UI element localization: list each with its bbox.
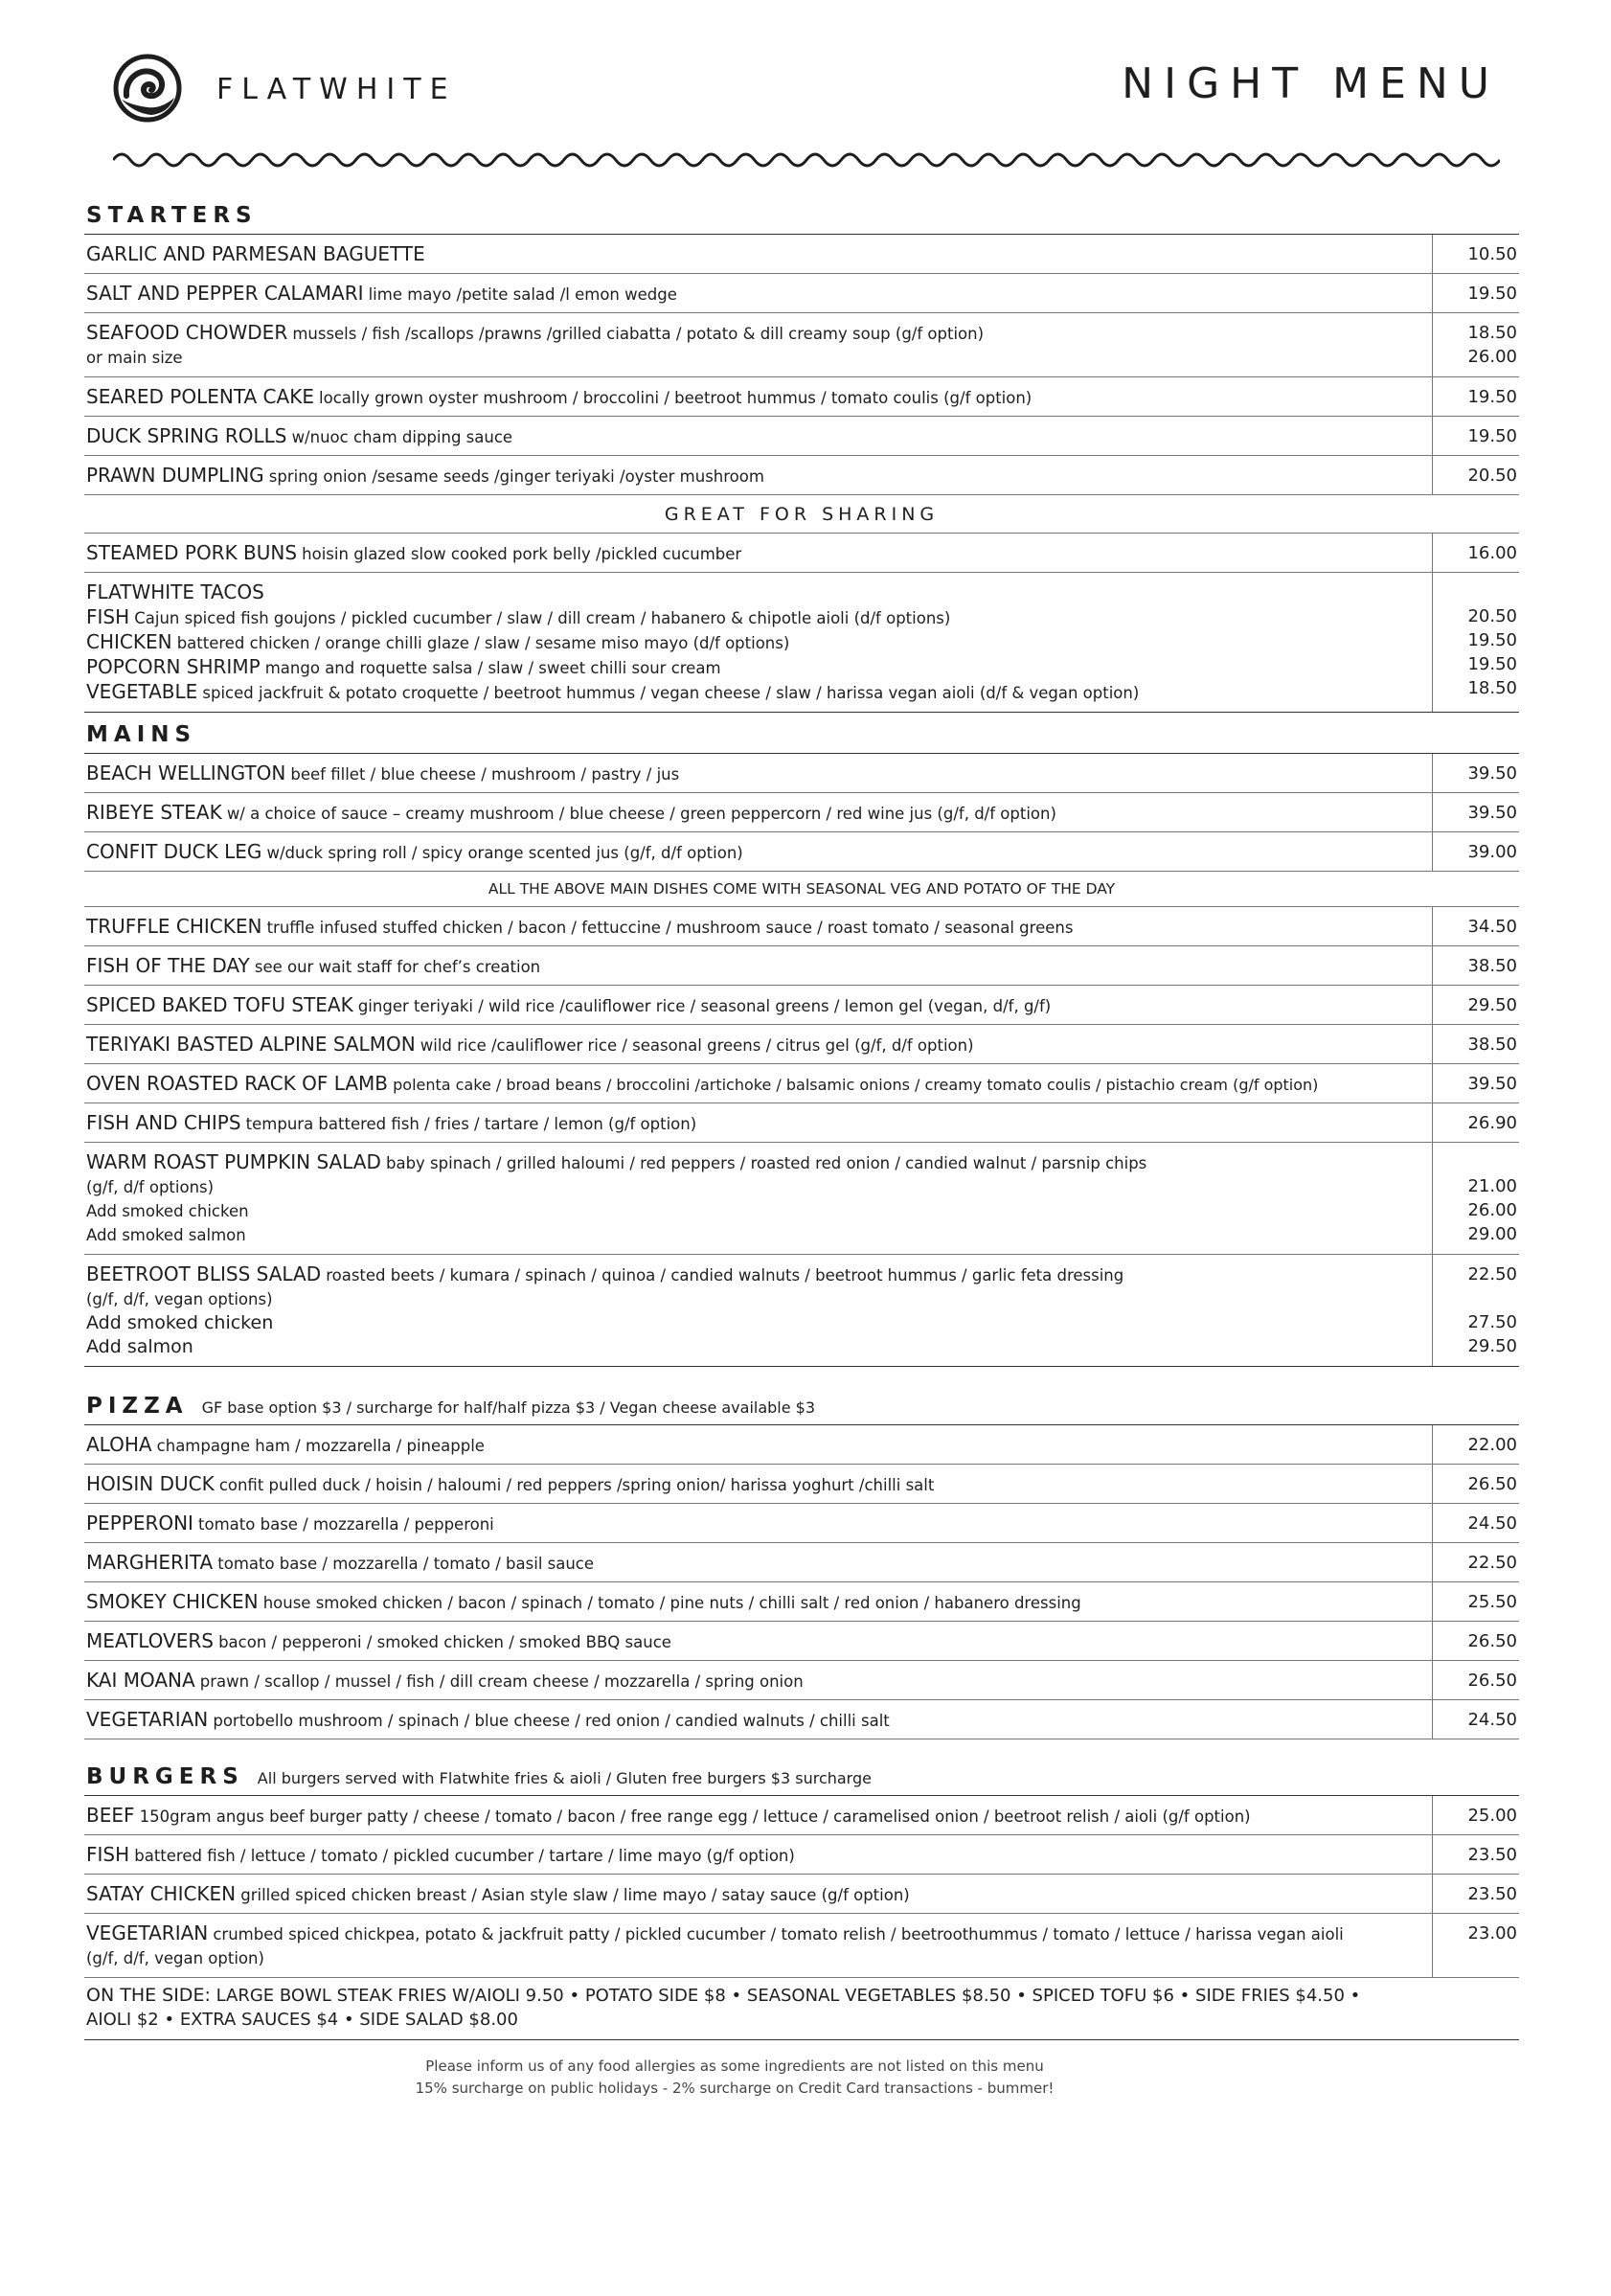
tacos-title: FLATWHITE TACOS: [86, 580, 264, 603]
item-description: tomato base / mozzarella / tomato / basil sauce: [217, 1555, 595, 1573]
item-price: 22.00: [1467, 1435, 1517, 1455]
item-name: RIBEYE STEAK: [86, 801, 222, 824]
item-name: OVEN ROASTED RACK OF LAMB: [86, 1072, 389, 1095]
taco-description: Cajun spiced fish goujons / pickled cucumber / slaw / dill cream / habanero & chipotle aioli (d/f options): [134, 609, 951, 627]
item-description: 150gram angus beef burger patty / cheese / tomato / bacon / free range egg / lettuce / caramelised onion / beetroot relish / aioli (g/f option): [139, 1807, 1251, 1826]
item-description: wild rice /cauliflower rice / seasonal greens / citrus gel (g/f, d/f option): [420, 1036, 974, 1055]
item-price: 39.50: [1467, 763, 1517, 784]
menu-item-row: [84, 313, 1519, 377]
menu-item-row: [84, 1582, 1519, 1622]
item-price: 23.50: [1467, 1845, 1517, 1865]
item-price: 19.50: [1467, 284, 1517, 304]
menu-item-row: [84, 1661, 1519, 1700]
add-on-price: 27.50: [1467, 1312, 1517, 1332]
section-title: BURGERS: [86, 1764, 244, 1789]
item-description: portobello mushroom / spinach / blue cheese / red onion / candied walnuts / chilli salt: [213, 1712, 890, 1730]
item-description: hoisin glazed slow cooked pork belly /pickled cucumber: [302, 545, 742, 563]
item-price: 16.00: [1467, 543, 1517, 563]
add-on-price: 29.50: [1467, 1336, 1517, 1356]
item-description: truffle infused stuffed chicken / bacon / fettuccine / mushroom sauce / roast tomato / seasonal greens: [266, 919, 1074, 937]
item-name: DUCK SPRING ROLLS: [86, 424, 287, 447]
item-price: 21.00: [1467, 1176, 1517, 1196]
menu-item-row: [84, 534, 1519, 573]
item-description: w/nuoc cham dipping sauce: [291, 428, 513, 446]
item-price: 22.50: [1467, 1553, 1517, 1573]
brand-name: FLATWHITE: [216, 73, 457, 106]
menu-item-row: [84, 793, 1519, 832]
section-header-mains: [84, 713, 1519, 754]
spiral-wave-logo-icon: [113, 54, 182, 123]
item-price: 23.50: [1467, 1884, 1517, 1904]
section-header-starters: [84, 203, 1519, 235]
item-name: SALT AND PEPPER CALAMARI: [86, 282, 364, 305]
add-on-label: Add smoked chicken: [86, 1312, 274, 1333]
taco-description: spiced jackfruit & potato croquette / beetroot hummus / vegan cheese / slaw / harissa vegan aioli (d/f & vegan option): [202, 684, 1140, 702]
section-header-pizza: [84, 1367, 1519, 1425]
item-name: CONFIT DUCK LEG: [86, 840, 262, 863]
menu-item-row: [84, 1255, 1519, 1367]
item-description: grilled spiced chicken breast / Asian style slaw / lime mayo / satay sauce (g/f option): [240, 1886, 910, 1904]
item-price: 18.50: [1467, 323, 1517, 343]
menu-item-row: [84, 946, 1519, 986]
add-on-label: Add smoked salmon: [86, 1226, 246, 1244]
item-price: 29.50: [1467, 995, 1517, 1015]
item-description: bacon / pepperoni / smoked chicken / smoked BBQ sauce: [218, 1633, 671, 1651]
taco-name: FISH: [86, 605, 130, 628]
menu-item-row: [84, 1064, 1519, 1103]
item-price: 19.50: [1467, 387, 1517, 407]
taco-description: battered chicken / orange chilli glaze / slaw / sesame miso mayo (d/f options): [176, 634, 790, 652]
item-description: see our wait staff for chef’s creation: [254, 958, 541, 976]
item-description: lime mayo /petite salad /l emon wedge: [368, 285, 677, 304]
item-name: STEAMED PORK BUNS: [86, 541, 298, 564]
item-description: battered fish / lettuce / tomato / pickled cucumber / tartare / lime mayo (g/f option): [134, 1847, 795, 1865]
header: [113, 54, 1500, 121]
item-price: 20.50: [1467, 466, 1517, 486]
item-name: FISH: [86, 1843, 130, 1866]
section-note: GF base option $3 / surcharge for half/half pizza $3 / Vegan cheese available $3: [201, 1398, 816, 1417]
item-name: SPICED BAKED TOFU STEAK: [86, 993, 353, 1016]
item-price: 10.50: [1467, 244, 1517, 264]
item-name: TRUFFLE CHICKEN: [86, 915, 262, 938]
menu-item-row: [84, 1914, 1519, 1978]
add-on-label: Add smoked chicken: [86, 1202, 249, 1220]
sides-line: LARGE BOWL STEAK FRIES W/AIOLI 9.50 • POTATO SIDE $8 • SEASONAL VEGETABLES $8.50 • SPICED TOFU $6 • SIDE FRIES $4.50 •: [216, 1986, 1361, 2006]
menu-item-row: [84, 1700, 1519, 1739]
item-name: MEATLOVERS: [86, 1629, 214, 1652]
section-header-burgers: [84, 1739, 1519, 1796]
item-description: mussels / fish /scallops /prawns /grilled ciabatta / potato & dill creamy soup (g/f option): [292, 325, 985, 343]
menu-item-row: [84, 417, 1519, 456]
sides-block: [84, 1978, 1519, 2040]
menu-item-row: [84, 377, 1519, 417]
item-description: locally grown oyster mushroom / broccolini / beetroot hummus / tomato coulis (g/f option): [319, 389, 1032, 407]
tacos-row: [84, 573, 1519, 713]
item-description: polenta cake / broad beans / broccolini /artichoke / balsamic onions / creamy tomato coulis / pistachio cream (g/f option): [393, 1076, 1319, 1094]
item-name: FISH OF THE DAY: [86, 954, 250, 977]
item-name: BEEF: [86, 1804, 135, 1827]
section-title: STARTERS: [86, 203, 258, 228]
item-price: 39.50: [1467, 803, 1517, 823]
item-price: 25.00: [1467, 1806, 1517, 1826]
sides-label: ON THE SIDE:: [86, 1985, 211, 2006]
item-name: BEETROOT BLISS SALAD: [86, 1262, 322, 1285]
item-price: 26.50: [1467, 1474, 1517, 1494]
burger-list: [84, 1796, 1519, 1914]
item-price: 38.50: [1467, 956, 1517, 976]
menu-item-row: [84, 1875, 1519, 1914]
footer-surcharge-note: 15% surcharge on public holidays - 2% surcharge on Credit Card transactions - bummer!: [415, 2080, 1055, 2097]
item-name: FISH AND CHIPS: [86, 1111, 241, 1134]
item-price: 39.50: [1467, 1074, 1517, 1094]
menu-item-row: [84, 1103, 1519, 1143]
menu-item-row: [84, 986, 1519, 1025]
add-on-price: 29.00: [1467, 1224, 1517, 1244]
section-title: MAINS: [86, 722, 197, 747]
item-name: ALOHA: [86, 1433, 152, 1456]
item-name: PEPPERONI: [86, 1512, 193, 1534]
menu-item-row: [84, 1835, 1519, 1875]
item-description: champagne ham / mozzarella / pineapple: [156, 1437, 485, 1455]
item-name: PRAWN DUMPLING: [86, 464, 264, 487]
item-name: BEACH WELLINGTON: [86, 762, 286, 784]
item-description: baby spinach / grilled haloumi / red peppers / roasted red onion / candied walnut / parsnip chips: [385, 1154, 1147, 1172]
item-price: 26.50: [1467, 1671, 1517, 1691]
menu-item-row: [84, 1796, 1519, 1835]
taco-description: mango and roquette salsa / slaw / sweet chilli sour cream: [264, 659, 721, 677]
item-price: 22.50: [1467, 1264, 1517, 1284]
item-description: tempura battered fish / fries / tartare / lemon (g/f option): [245, 1115, 697, 1133]
item-name: GARLIC AND PARMESAN BAGUETTE: [86, 242, 425, 265]
menu-item-row: [84, 1143, 1519, 1255]
menu-item-row: [84, 235, 1519, 274]
item-name: TERIYAKI BASTED ALPINE SALMON: [86, 1033, 416, 1056]
menu-item-row: [84, 1622, 1519, 1661]
item-price: 19.50: [1467, 426, 1517, 446]
mains-note: ALL THE ABOVE MAIN DISHES COME WITH SEASONAL VEG AND POTATO OF THE DAY: [84, 872, 1519, 907]
footer: [84, 2056, 1385, 2100]
sharing-heading: GREAT FOR SHARING: [84, 495, 1519, 534]
menu-item-row: [84, 1504, 1519, 1543]
sides-line: AIOLI $2 • EXTRA SAUCES $4 • SIDE SALAD $8.00: [86, 2010, 518, 2030]
item-name: WARM ROAST PUMPKIN SALAD: [86, 1150, 381, 1173]
item-description: beef fillet / blue cheese / mushroom / pastry / jus: [290, 765, 680, 784]
item-options: (g/f, d/f options): [86, 1178, 215, 1196]
item-description: ginger teriyaki / wild rice /cauliflower rice / seasonal greens / lemon gel (vegan, d/f, g/f): [357, 997, 1052, 1015]
item-description: prawn / scallop / mussel / fish / dill cream cheese / mozzarella / spring onion: [199, 1672, 804, 1691]
item-price: 38.50: [1467, 1034, 1517, 1055]
menu-item-row: [84, 1543, 1519, 1582]
item-price: 26.50: [1467, 1631, 1517, 1651]
item-price: 39.00: [1467, 842, 1517, 862]
menu-item-row: [84, 274, 1519, 313]
menu-item-row: [84, 754, 1519, 793]
item-description: spring onion /sesame seeds /ginger teriyaki /oyster mushroom: [268, 467, 764, 486]
menu-item-row: [84, 832, 1519, 872]
item-options: (g/f, d/f, vegan options): [86, 1290, 273, 1308]
item-name: HOISIN DUCK: [86, 1472, 215, 1495]
menu-item-row: [84, 907, 1519, 946]
pizza-list: [84, 1425, 1519, 1739]
page-title: NIGHT MENU: [1122, 59, 1500, 108]
item-options: (g/f, d/f, vegan option): [86, 1949, 264, 1967]
menu-content: [84, 203, 1519, 2100]
item-description: tomato base / mozzarella / pepperoni: [198, 1515, 494, 1534]
item-price: 25.50: [1467, 1592, 1517, 1612]
wave-divider-icon: [113, 148, 1500, 171]
item-price: 24.50: [1467, 1513, 1517, 1534]
menu-item-row: [84, 456, 1519, 495]
item-description: roasted beets / kumara / spinach / quinoa / candied walnuts / beetroot hummus / garlic feta dressing: [326, 1266, 1124, 1284]
item-name: VEGETARIAN: [86, 1921, 209, 1944]
taco-name: POPCORN SHRIMP: [86, 655, 261, 678]
item-description: w/ a choice of sauce – creamy mushroom / blue cheese / green peppercorn / red wine jus (g/f, d/f option): [226, 805, 1056, 823]
add-on-price: 26.00: [1467, 1200, 1517, 1220]
footer-allergy-note: Please inform us of any food allergies as some ingredients are not listed on this menu: [425, 2057, 1044, 2075]
taco-price: 18.50: [1467, 678, 1517, 698]
item-description: house smoked chicken / bacon / spinach / tomato / pine nuts / chilli salt / red onion / habanero dressing: [262, 1594, 1081, 1612]
taco-name: VEGETABLE: [86, 680, 198, 703]
item-name: SEAFOOD CHOWDER: [86, 321, 288, 344]
item-description: confit pulled duck / hoisin / haloumi / red peppers /spring onion/ harissa yoghurt /chilli salt: [218, 1476, 935, 1494]
item-price: 24.50: [1467, 1710, 1517, 1730]
item-name: SEARED POLENTA CAKE: [86, 385, 314, 408]
taco-price: 19.50: [1467, 654, 1517, 674]
item-name: VEGETARIAN: [86, 1708, 209, 1731]
item-name: SMOKEY CHICKEN: [86, 1590, 259, 1613]
item-name: KAI MOANA: [86, 1669, 195, 1692]
taco-price: 19.50: [1467, 630, 1517, 650]
section-note: All burgers served with Flatwhite fries & aioli / Gluten free burgers $3 surcharge: [257, 1769, 872, 1787]
item-price-main: 26.00: [1467, 347, 1517, 367]
add-on-label: Add salmon: [86, 1336, 193, 1357]
item-price: 34.50: [1467, 917, 1517, 937]
item-price: 23.00: [1467, 1923, 1517, 1944]
item-name: MARGHERITA: [86, 1551, 214, 1574]
section-title: PIZZA: [86, 1394, 189, 1419]
taco-name: CHICKEN: [86, 630, 172, 653]
taco-price: 20.50: [1467, 606, 1517, 626]
item-extra: or main size: [86, 349, 183, 367]
item-description: crumbed spiced chickpea, potato & jackfruit patty / pickled cucumber / tomato relish / beetroothummus / tomato / lettuce / harissa vegan aioli: [213, 1925, 1344, 1944]
item-description: w/duck spring roll / spicy orange scented jus (g/f, d/f option): [266, 844, 743, 862]
item-price: 26.90: [1467, 1113, 1517, 1133]
menu-item-row: [84, 1425, 1519, 1465]
menu-item-row: [84, 1465, 1519, 1504]
menu-item-row: [84, 1025, 1519, 1064]
item-name: SATAY CHICKEN: [86, 1882, 237, 1905]
